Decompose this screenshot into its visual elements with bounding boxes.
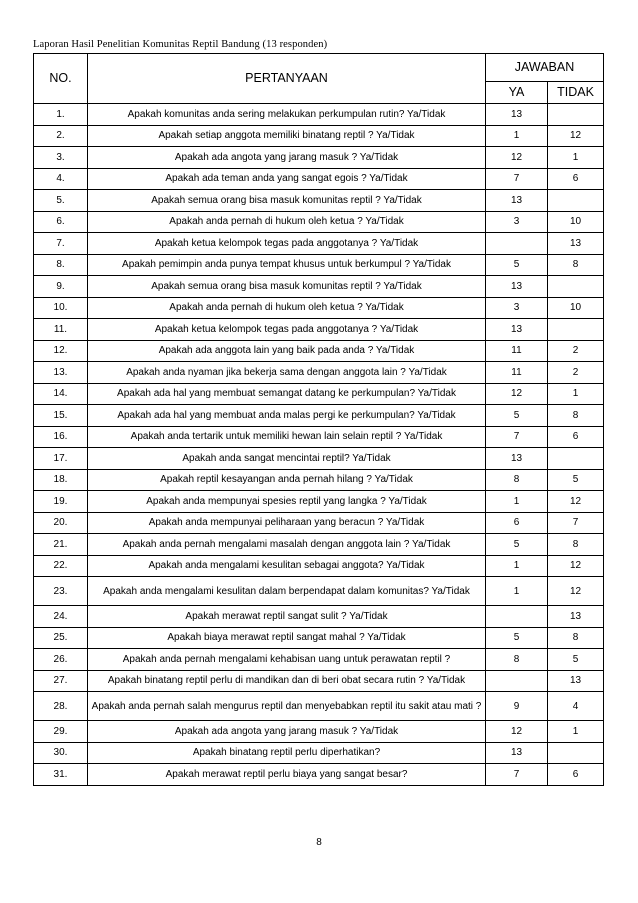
cell-number: 15. (34, 405, 88, 427)
cell-question: Apakah ada hal yang membuat semangat datang ke perkumpulan? Ya/Tidak (88, 383, 486, 405)
table-row (34, 577, 604, 606)
cell-question: Apakah komunitas anda sering melakukan perkumpulan rutin? Ya/Tidak (88, 104, 486, 126)
table-row (34, 211, 604, 233)
column-header-no: NO. (34, 54, 88, 104)
table-row (34, 606, 604, 628)
cell-yes-count: 1 (486, 125, 548, 147)
cell-question: Apakah semua orang bisa masuk komunitas reptil ? Ya/Tidak (88, 190, 486, 212)
cell-number: 13. (34, 362, 88, 384)
cell-question: Apakah anda pernah salah mengurus reptil dan menyebabkan reptil itu sakit atau mati ? (88, 692, 486, 721)
table-row (34, 340, 604, 362)
cell-yes-count (486, 670, 548, 692)
column-header-answer: JAWABAN (486, 54, 604, 82)
cell-number: 26. (34, 649, 88, 671)
cell-number: 24. (34, 606, 88, 628)
cell-question: Apakah setiap anggota memiliki binatang reptil ? Ya/Tidak (88, 125, 486, 147)
cell-no-count: 8 (548, 534, 604, 556)
cell-yes-count: 3 (486, 297, 548, 319)
table-row (34, 104, 604, 126)
cell-number: 11. (34, 319, 88, 341)
cell-yes-count: 12 (486, 721, 548, 743)
cell-yes-count: 13 (486, 448, 548, 470)
cell-question: Apakah anda mempunyai spesies reptil yang langka ? Ya/Tidak (88, 491, 486, 513)
cell-no-count: 10 (548, 297, 604, 319)
cell-no-count: 12 (548, 555, 604, 577)
cell-yes-count: 8 (486, 649, 548, 671)
cell-number: 8. (34, 254, 88, 276)
table-row (34, 426, 604, 448)
cell-no-count: 7 (548, 512, 604, 534)
cell-no-count: 2 (548, 340, 604, 362)
cell-yes-count: 9 (486, 692, 548, 721)
table-row (34, 534, 604, 556)
cell-yes-count: 5 (486, 534, 548, 556)
cell-no-count: 1 (548, 147, 604, 169)
cell-no-count: 13 (548, 606, 604, 628)
cell-yes-count: 3 (486, 211, 548, 233)
table-row (34, 319, 604, 341)
survey-table (33, 53, 604, 786)
cell-question: Apakah anda sangat mencintai reptil? Ya/Tidak (88, 448, 486, 470)
cell-yes-count: 8 (486, 469, 548, 491)
cell-yes-count: 13 (486, 742, 548, 764)
table-row (34, 692, 604, 721)
cell-question: Apakah ada hal yang membuat anda malas pergi ke perkumpulan? Ya/Tidak (88, 405, 486, 427)
cell-number: 14. (34, 383, 88, 405)
cell-yes-count: 5 (486, 254, 548, 276)
cell-question: Apakah ketua kelompok tegas pada anggotanya ? Ya/Tidak (88, 233, 486, 255)
cell-number: 12. (34, 340, 88, 362)
cell-no-count: 1 (548, 383, 604, 405)
table-row (34, 276, 604, 298)
cell-yes-count: 7 (486, 426, 548, 448)
cell-number: 28. (34, 692, 88, 721)
cell-number: 20. (34, 512, 88, 534)
cell-yes-count (486, 606, 548, 628)
cell-yes-count: 1 (486, 577, 548, 606)
cell-no-count: 8 (548, 627, 604, 649)
cell-no-count: 13 (548, 670, 604, 692)
table-row (34, 448, 604, 470)
cell-yes-count: 13 (486, 104, 548, 126)
table-row (34, 125, 604, 147)
cell-question: Apakah semua orang bisa masuk komunitas reptil ? Ya/Tidak (88, 276, 486, 298)
cell-no-count: 1 (548, 721, 604, 743)
cell-number: 19. (34, 491, 88, 513)
table-row (34, 764, 604, 786)
table-row (34, 147, 604, 169)
cell-question: Apakah anda pernah mengalami kehabisan uang untuk perawatan reptil ? (88, 649, 486, 671)
table-row (34, 512, 604, 534)
table-row (34, 168, 604, 190)
cell-number: 10. (34, 297, 88, 319)
cell-yes-count: 6 (486, 512, 548, 534)
cell-question: Apakah ada angota yang jarang masuk ? Ya/Tidak (88, 721, 486, 743)
cell-number: 21. (34, 534, 88, 556)
table-body (34, 104, 604, 786)
table-row (34, 233, 604, 255)
cell-no-count: 5 (548, 469, 604, 491)
column-header-question: PERTANYAAN (88, 54, 486, 104)
cell-no-count: 2 (548, 362, 604, 384)
cell-question: Apakah anda pernah mengalami masalah dengan anggota lain ? Ya/Tidak (88, 534, 486, 556)
table-row (34, 297, 604, 319)
cell-question: Apakah anda pernah di hukum oleh ketua ? Ya/Tidak (88, 211, 486, 233)
cell-number: 17. (34, 448, 88, 470)
cell-no-count: 8 (548, 405, 604, 427)
cell-question: Apakah anda mengalami kesulitan sebagai anggota? Ya/Tidak (88, 555, 486, 577)
cell-question: Apakah anda mengalami kesulitan dalam berpendapat dalam komunitas? Ya/Tidak (88, 577, 486, 606)
cell-yes-count: 12 (486, 147, 548, 169)
cell-question: Apakah ketua kelompok tegas pada anggotanya ? Ya/Tidak (88, 319, 486, 341)
table-row (34, 670, 604, 692)
cell-yes-count: 7 (486, 764, 548, 786)
cell-question: Apakah anda nyaman jika bekerja sama dengan anggota lain ? Ya/Tidak (88, 362, 486, 384)
cell-number: 25. (34, 627, 88, 649)
cell-question: Apakah anda mempunyai peliharaan yang beracun ? Ya/Tidak (88, 512, 486, 534)
cell-question: Apakah biaya merawat reptil sangat mahal ? Ya/Tidak (88, 627, 486, 649)
table-row (34, 254, 604, 276)
cell-no-count: 6 (548, 426, 604, 448)
cell-number: 18. (34, 469, 88, 491)
cell-yes-count: 12 (486, 383, 548, 405)
cell-question: Apakah binatang reptil perlu diperhatikan? (88, 742, 486, 764)
table-row (34, 742, 604, 764)
cell-yes-count: 7 (486, 168, 548, 190)
cell-no-count: 10 (548, 211, 604, 233)
cell-number: 31. (34, 764, 88, 786)
cell-no-count: 6 (548, 764, 604, 786)
cell-no-count (548, 190, 604, 212)
cell-question: Apakah reptil kesayangan anda pernah hilang ? Ya/Tidak (88, 469, 486, 491)
cell-yes-count: 13 (486, 276, 548, 298)
cell-number: 7. (34, 233, 88, 255)
table-row (34, 405, 604, 427)
table-row (34, 491, 604, 513)
cell-no-count: 12 (548, 577, 604, 606)
cell-no-count (548, 448, 604, 470)
table-row (34, 721, 604, 743)
cell-question: Apakah pemimpin anda punya tempat khusus untuk berkumpul ? Ya/Tidak (88, 254, 486, 276)
table-row (34, 555, 604, 577)
cell-yes-count: 5 (486, 627, 548, 649)
cell-no-count (548, 319, 604, 341)
cell-number: 9. (34, 276, 88, 298)
column-header-yes: YA (486, 82, 548, 104)
cell-yes-count: 13 (486, 190, 548, 212)
cell-yes-count: 5 (486, 405, 548, 427)
cell-no-count: 13 (548, 233, 604, 255)
cell-yes-count: 1 (486, 491, 548, 513)
cell-no-count: 8 (548, 254, 604, 276)
cell-number: 6. (34, 211, 88, 233)
table-row (34, 649, 604, 671)
page-number: 8 (316, 837, 322, 848)
cell-question: Apakah ada angota yang jarang masuk ? Ya/Tidak (88, 147, 486, 169)
cell-no-count (548, 104, 604, 126)
cell-question: Apakah anda pernah di hukum oleh ketua ? Ya/Tidak (88, 297, 486, 319)
cell-no-count: 6 (548, 168, 604, 190)
cell-number: 29. (34, 721, 88, 743)
cell-number: 16. (34, 426, 88, 448)
cell-yes-count: 11 (486, 362, 548, 384)
cell-yes-count: 13 (486, 319, 548, 341)
cell-number: 27. (34, 670, 88, 692)
cell-no-count (548, 742, 604, 764)
cell-number: 1. (34, 104, 88, 126)
cell-yes-count (486, 233, 548, 255)
cell-no-count: 12 (548, 125, 604, 147)
cell-no-count (548, 276, 604, 298)
column-header-no-answer: TIDAK (548, 82, 604, 104)
cell-no-count: 4 (548, 692, 604, 721)
cell-question: Apakah binatang reptil perlu di mandikan dan di beri obat secara rutin ? Ya/Tidak (88, 670, 486, 692)
cell-no-count: 5 (548, 649, 604, 671)
page-header: Laporan Hasil Penelitian Komunitas Reptil Bandung (13 responden) (33, 39, 328, 50)
cell-question: Apakah ada anggota lain yang baik pada anda ? Ya/Tidak (88, 340, 486, 362)
cell-number: 4. (34, 168, 88, 190)
cell-number: 2. (34, 125, 88, 147)
cell-question: Apakah merawat reptil perlu biaya yang sangat besar? (88, 764, 486, 786)
table-row (34, 469, 604, 491)
table-row (34, 362, 604, 384)
cell-number: 5. (34, 190, 88, 212)
cell-question: Apakah merawat reptil sangat sulit ? Ya/Tidak (88, 606, 486, 628)
table-row (34, 190, 604, 212)
cell-number: 30. (34, 742, 88, 764)
cell-question: Apakah ada teman anda yang sangat egois ? Ya/Tidak (88, 168, 486, 190)
cell-number: 22. (34, 555, 88, 577)
cell-number: 3. (34, 147, 88, 169)
table-row (34, 383, 604, 405)
cell-no-count: 12 (548, 491, 604, 513)
cell-number: 23. (34, 577, 88, 606)
table-row (34, 627, 604, 649)
cell-question: Apakah anda tertarik untuk memiliki hewan lain selain reptil ? Ya/Tidak (88, 426, 486, 448)
cell-yes-count: 1 (486, 555, 548, 577)
cell-yes-count: 11 (486, 340, 548, 362)
